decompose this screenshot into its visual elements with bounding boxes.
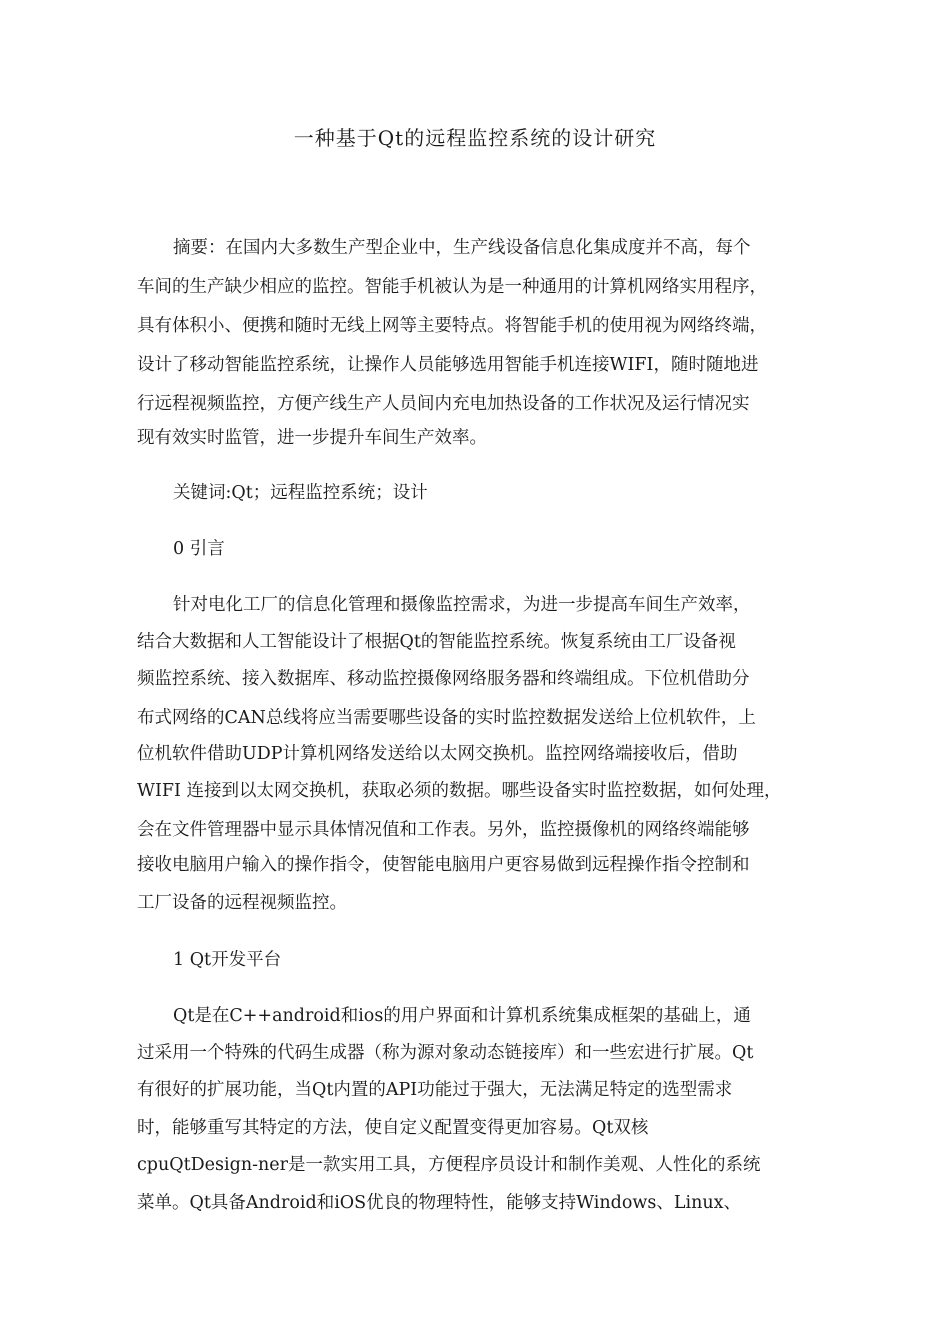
body-line: 位机软件借助UDP计算机网络发送给以太网交换机。监控网络端接收后，借助 [137, 744, 738, 764]
abstract-line: 现有效实时监管，进一步提升车间生产效率。 [137, 428, 487, 448]
abstract-line: 具有体积小、便携和随时无线上网等主要特点。将智能手机的使用视为网络终端， [137, 316, 767, 336]
body-line: 时，能够重写其特定的方法，使自定义配置变得更加容易。Qt双核 [137, 1118, 649, 1138]
abstract-line: 车间的生产缺少相应的监控。智能手机被认为是一种通用的计算机网络实用程序， [137, 277, 767, 297]
body-line: 接收电脑用户输入的操作指令，使智能电脑用户更容易做到远程操作指令控制和 [137, 855, 750, 875]
body-line: Qt是在C++android和ios的用户界面和计算机系统集成框架的基础上，通 [173, 1006, 751, 1026]
body-line: 工厂设备的远程视频监控。 [137, 893, 347, 913]
body-line: 针对电化工厂的信息化管理和摄像监控需求，为进一步提高车间生产效率， [173, 595, 751, 615]
body-line: 菜单。Qt具备Android和iOS优良的物理特性，能够支持Windows、Linux、 [137, 1193, 741, 1213]
body-line: 会在文件管理器中显示具体情况值和工作表。另外，监控摄像机的网络终端能够 [137, 820, 750, 840]
section-0-heading: 0 引言 [173, 539, 225, 559]
abstract-line: 摘要：在国内大多数生产型企业中，生产线设备信息化集成度并不高，每个 [173, 238, 751, 258]
body-line: 布式网络的CAN总线将应当需要哪些设备的实时监控数据发送给上位机软件，上 [137, 708, 756, 728]
abstract-line: 行远程视频监控，方便产线生产人员间内充电加热设备的工作状况及运行情况实 [137, 394, 750, 414]
keywords-line: 关键词:Qt；远程监控系统；设计 [173, 483, 428, 503]
body-line: 频监控系统、接入数据库、移动监控摄像网络服务器和终端组成。下位机借助分 [137, 669, 750, 689]
document-title: 一种基于Qt的远程监控系统的设计研究 [293, 126, 657, 150]
body-line: 过采用一个特殊的代码生成器（称为源对象动态链接库）和一些宏进行扩展。Qt [137, 1043, 754, 1063]
abstract-line: 设计了移动智能监控系统，让操作人员能够选用智能手机连接WIFI，随时随地进 [137, 355, 759, 375]
body-line: WIFI 连接到以太网交换机，获取必须的数据。哪些设备实时监控数据，如何处理， [137, 781, 782, 801]
section-1-heading: 1 Qt开发平台 [173, 950, 282, 970]
body-line: 有很好的扩展功能，当Qt内置的API功能过于强大，无法满足特定的选型需求 [137, 1080, 733, 1100]
body-line: 结合大数据和人工智能设计了根据Qt的智能监控系统。恢复系统由工厂设备视 [137, 632, 736, 652]
body-line: cpuQtDesign-ner是一款实用工具，方便程序员设计和制作美观、人性化的系统 [137, 1155, 761, 1175]
